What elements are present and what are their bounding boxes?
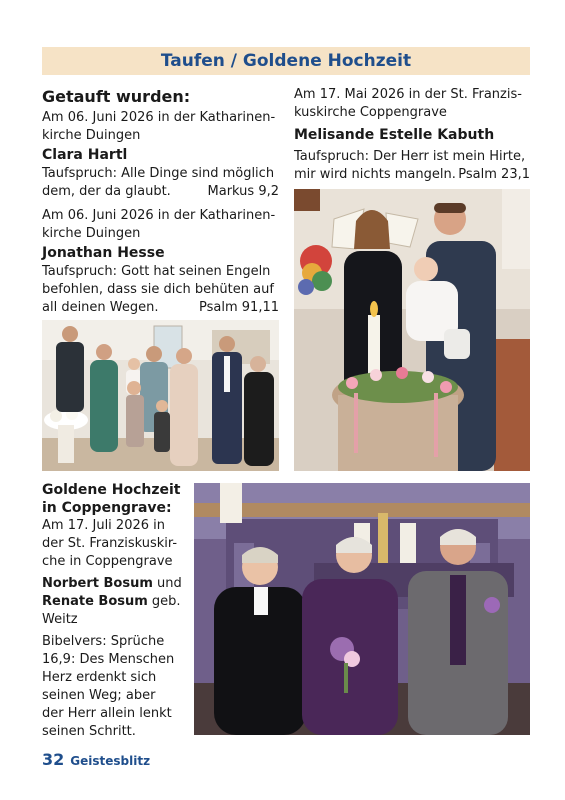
baptism-3-verse-ref: Psalm 23,1 <box>458 167 530 182</box>
page-footer <box>42 750 150 769</box>
baptisms-heading: Getauft wurden: <box>42 87 191 106</box>
baptism-2-verse-2: befohlen, dass sie dich behüten auf <box>42 282 274 297</box>
golden-wedding-heading: Goldene Hochzeit <box>42 482 181 498</box>
bible-verse-6: seinen Schritt. <box>42 724 136 739</box>
baptism-3-place: kuskirche Coppengrave <box>294 105 447 120</box>
baptism-1-verse: Taufspruch: Alle Dinge sind möglich <box>42 166 275 181</box>
baptism-2-name: Jonathan Hesse <box>42 245 165 261</box>
baptism-2-date: Am 06. Juni 2026 in der Katharinen- <box>42 208 276 223</box>
golden-wedding-subheading: in Coppengrave: <box>42 500 172 516</box>
maiden-name: Weitz <box>42 612 78 627</box>
baptism-3-verse-line: mir wird nichts mangeln. <box>294 167 456 182</box>
section-title: Taufen / Goldene Hochzeit <box>160 51 412 71</box>
bible-verse-3: Herz erdenkt sich <box>42 670 157 685</box>
baptism-3-verse-end <box>294 166 530 184</box>
golden-wedding-date-3: che in Coppengrave <box>42 554 173 569</box>
baptism-2-verse-end <box>42 299 279 317</box>
baptisms-column <box>42 86 279 317</box>
bible-verse-1: Bibelvers: Sprüche <box>42 634 165 649</box>
baptism-2-place: kirche Duingen <box>42 226 141 241</box>
baptism-3-date: Am 17. Mai 2026 in der St. Franzis- <box>294 87 522 102</box>
couple-line-2 <box>42 593 190 611</box>
baptism-family-photo <box>294 189 530 471</box>
baptism-1-verse-ref: Markus 9,2 <box>207 184 279 199</box>
bible-verse-4: seinen Weg; aber <box>42 688 156 703</box>
baptism-1-verse-end <box>42 183 279 201</box>
baptism-2-verse-line: all deinen Wegen. <box>42 300 159 315</box>
baptism-1-date: Am 06. Juni 2026 in der Katharinen- <box>42 110 276 125</box>
family-group-photo <box>42 320 279 471</box>
golden-wedding-photo <box>194 483 530 735</box>
section-header <box>42 47 530 75</box>
golden-wedding-column <box>42 481 190 741</box>
name-suffix: geb. <box>147 594 181 609</box>
baptism-2-verse-ref: Psalm 91,11 <box>199 300 279 315</box>
baptism-1-name: Clara Hartl <box>42 147 128 163</box>
baptism-1-place: kirche Duingen <box>42 128 141 143</box>
and-word: und <box>152 576 182 591</box>
baptism-3-name: Melisande Estelle Kabuth <box>294 127 495 143</box>
bible-verse-5: der Herr allein lenkt <box>42 706 172 721</box>
page-number: 32 <box>42 750 65 769</box>
baptism-3-column <box>294 86 530 184</box>
baptism-2-verse: Taufspruch: Gott hat seinen Engeln <box>42 264 271 279</box>
bible-verse-2: 16,9: Des Menschen <box>42 652 175 667</box>
wife-name: Renate Bosum <box>42 594 148 609</box>
magazine-name: Geistesblitz <box>70 754 151 768</box>
couple-line-1 <box>42 575 190 593</box>
golden-wedding-date-1: Am 17. Juli 2026 in <box>42 518 165 533</box>
baptism-1-verse-line: dem, der da glaubt. <box>42 184 171 199</box>
husband-name: Norbert Bosum <box>42 576 153 591</box>
golden-wedding-date-2: der St. Franziskuskir- <box>42 536 178 551</box>
baptism-3-verse: Taufspruch: Der Herr ist mein Hirte, <box>294 149 526 164</box>
